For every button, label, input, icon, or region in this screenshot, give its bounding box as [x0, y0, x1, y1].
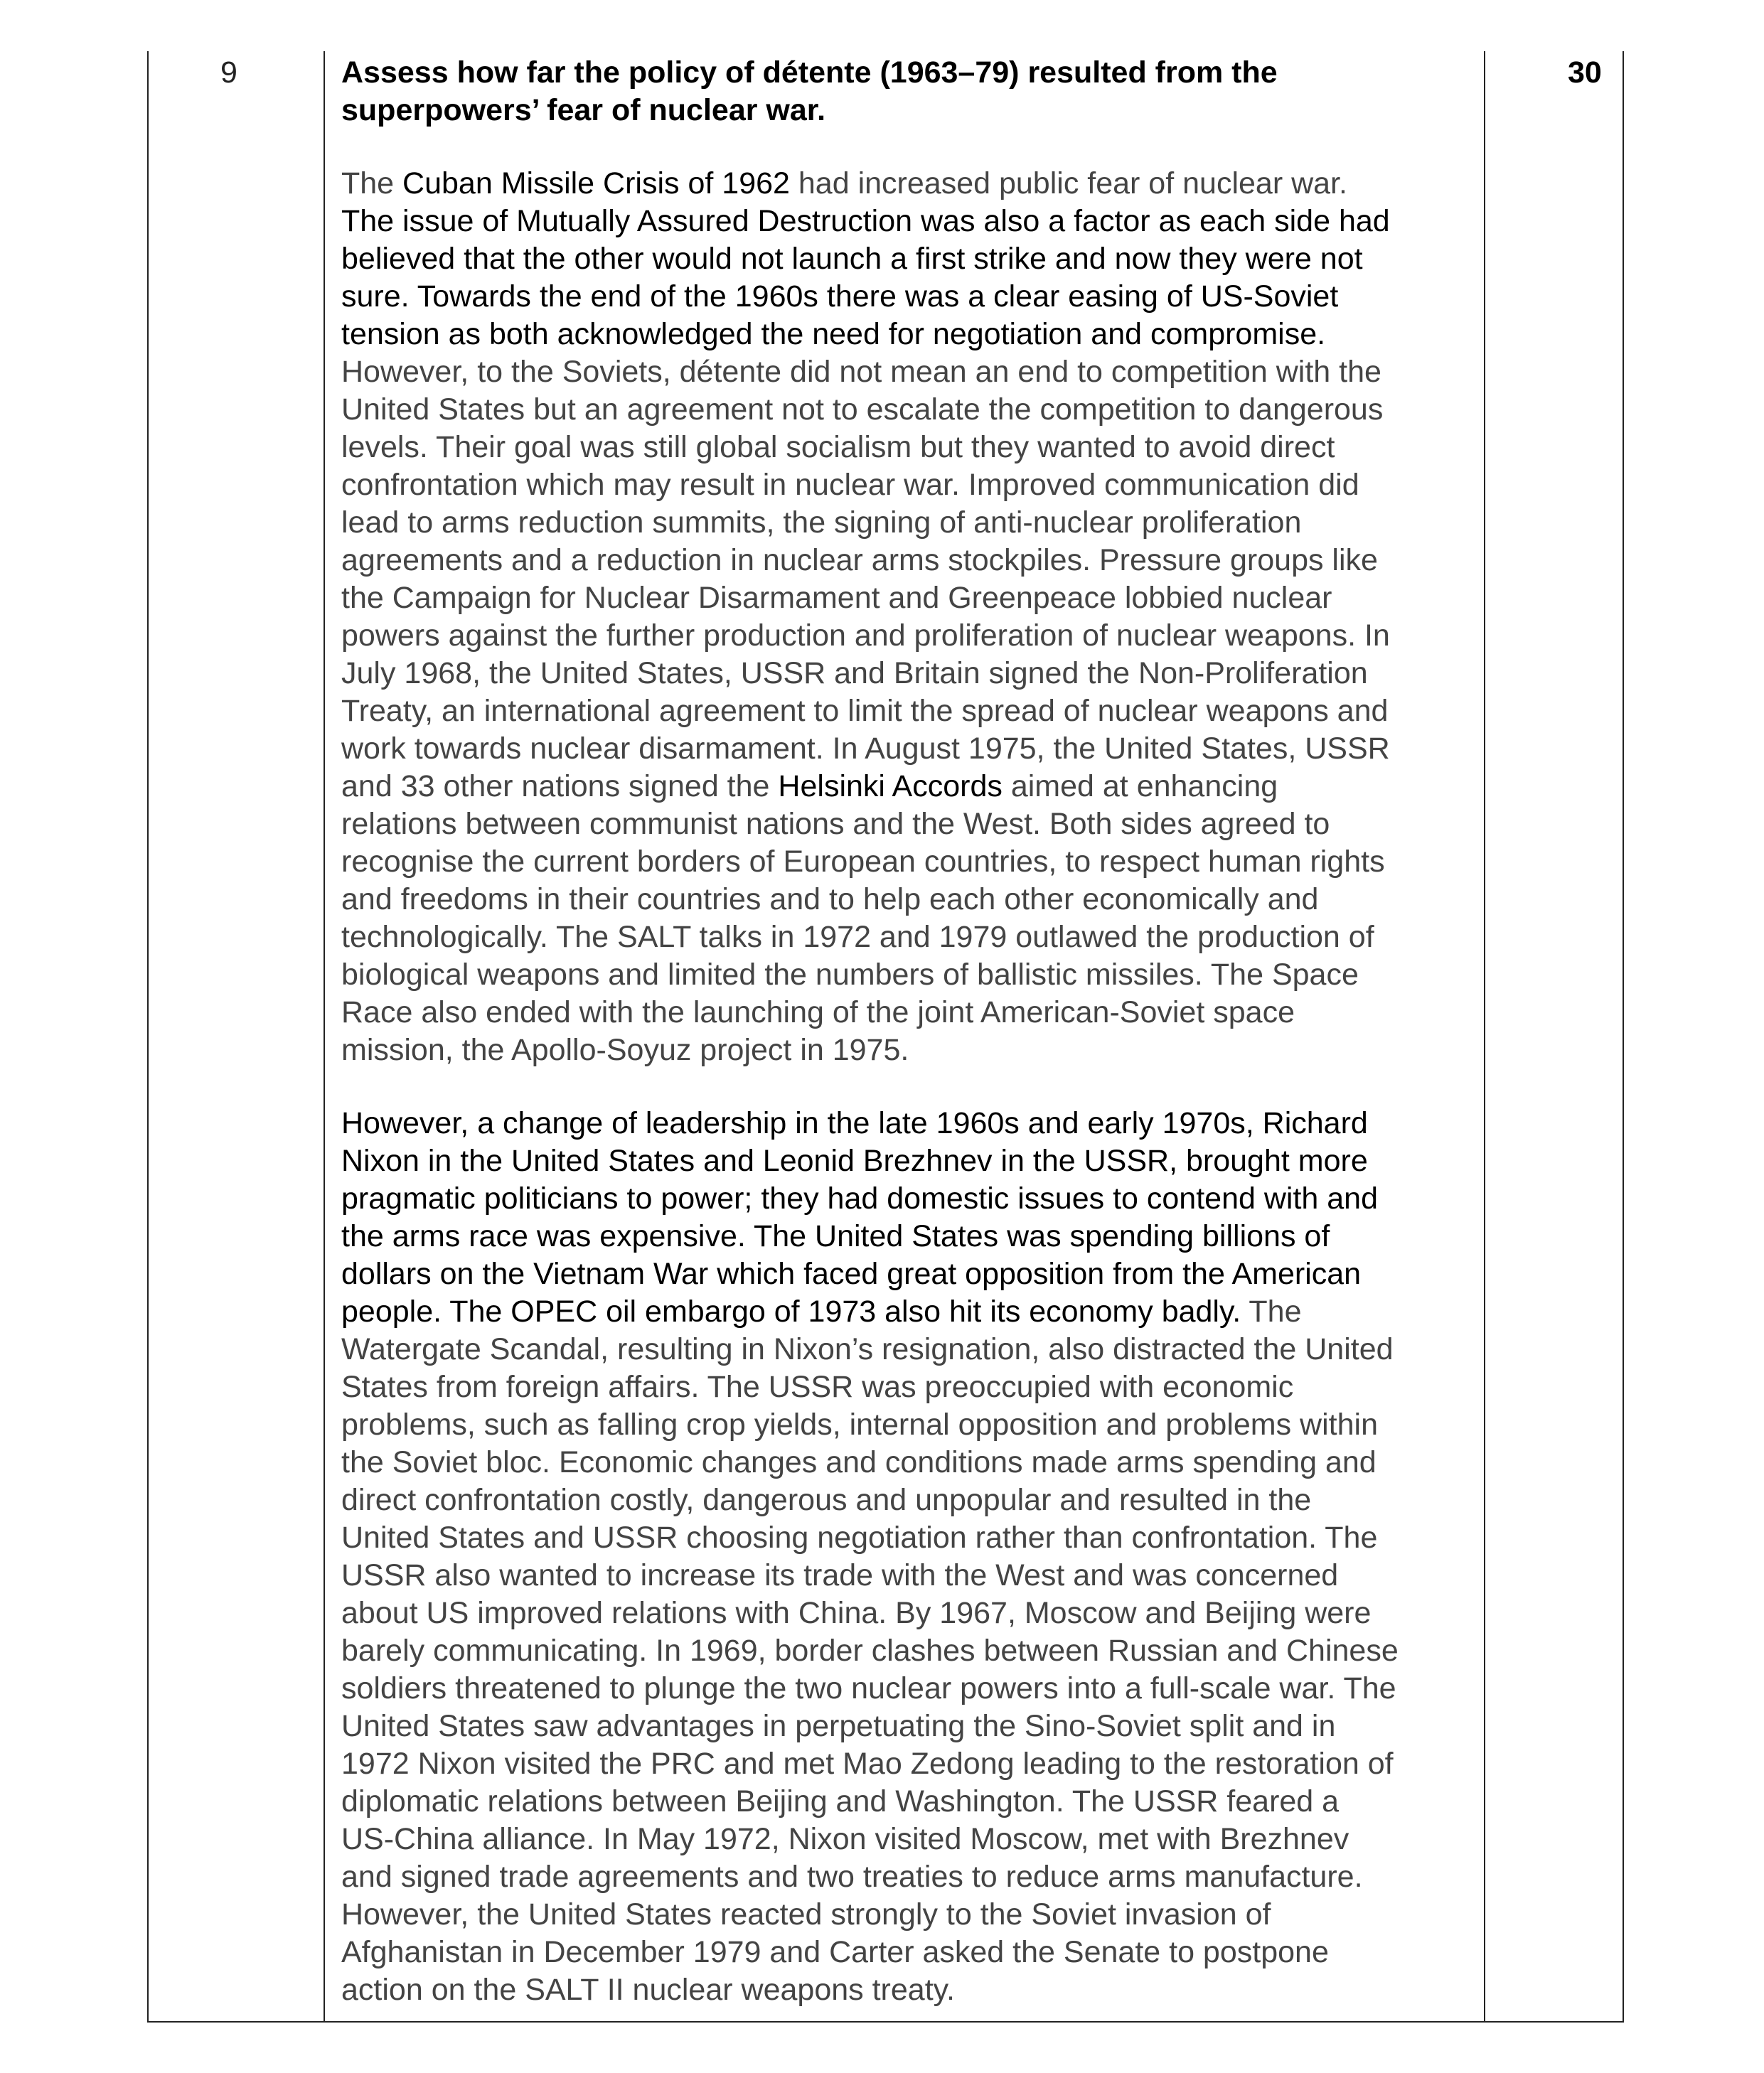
- text-line: tension as both acknowledged the need for negotiation and compromise.: [341, 317, 1326, 351]
- text-line: Afghanistan in December 1979 and Carter asked the Senate to postpone: [341, 1935, 1329, 1969]
- text-run: Helsinki Accords: [778, 769, 1003, 803]
- text-line: direct confrontation costly, dangerous and unpopular and resulted in the: [341, 1483, 1312, 1517]
- text-line: 1972 Nixon visited the PRC and met Mao Zedong leading to the restoration of: [341, 1747, 1394, 1781]
- text-line: However, a change of leadership in the late 1960s and early 1970s, Richard: [341, 1106, 1368, 1140]
- text-line: US-China alliance. In May 1972, Nixon visited Moscow, met with Brezhnev: [341, 1822, 1349, 1856]
- text-line: [341, 165, 1479, 203]
- text-line: recognise the current borders of European countries, to respect human rights: [341, 845, 1385, 879]
- text-line: biological weapons and limited the numbers of ballistic missiles. The Space: [341, 958, 1359, 992]
- question-text: [341, 54, 1479, 129]
- text-line: diplomatic relations between Beijing and Washington. The USSR feared a: [341, 1784, 1340, 1818]
- answer-cell: [341, 54, 1479, 2045]
- text-line: the Campaign for Nuclear Disarmament and Greenpeace lobbied nuclear: [341, 581, 1332, 615]
- text-line: and signed trade agreements and two treaties to reduce arms manufacture.: [341, 1860, 1363, 1894]
- text-run: people. The OPEC oil embargo of 1973 also hit its economy badly.: [341, 1295, 1241, 1329]
- text-line: USSR also wanted to increase its trade with the West and was concerned: [341, 1558, 1339, 1592]
- text-line: problems, such as falling crop yields, internal opposition and problems within: [341, 1408, 1378, 1442]
- text-run: had increased public fear of nuclear war.: [789, 166, 1347, 200]
- text-run: and 33 other nations signed the: [341, 769, 779, 803]
- answer-paragraph-1: [341, 165, 1479, 1069]
- table-border-right: [1623, 51, 1624, 2023]
- answer-paragraph-2: [341, 1105, 1479, 2009]
- text-line: and freedoms in their countries and to help each other economically and: [341, 882, 1319, 916]
- text-line: United States but an agreement not to escalate the competition to dangerous: [341, 392, 1384, 427]
- text-run: The: [341, 166, 403, 200]
- text-line: However, to the Soviets, détente did not mean an end to competition with the: [341, 355, 1381, 389]
- text-line: about US improved relations with China. By 1967, Moscow and Beijing were: [341, 1596, 1372, 1630]
- text-line: technologically. The SALT talks in 1972 and 1979 outlawed the production of: [341, 920, 1374, 954]
- text-line: the Soviet bloc. Economic changes and conditions made arms spending and: [341, 1445, 1377, 1479]
- text-line: The issue of Mutually Assured Destruction was also a factor as each side had: [341, 204, 1390, 238]
- text-line: United States saw advantages in perpetuating the Sino-Soviet split and in: [341, 1709, 1336, 1743]
- text-run: Cuban Missile Crisis of 1962: [402, 166, 790, 200]
- table-divider-marks: [1484, 51, 1485, 2023]
- text-line: Treaty, an international agreement to limit the spread of nuclear weapons and: [341, 694, 1389, 728]
- text-line: soldiers threatened to plunge the two nuclear powers into a full-scale war. The: [341, 1671, 1396, 1705]
- text-line: Nixon in the United States and Leonid Brezhnev in the USSR, brought more: [341, 1144, 1368, 1178]
- text-line: work towards nuclear disarmament. In August 1975, the United States, USSR: [341, 732, 1390, 766]
- text-line: United States and USSR choosing negotiation rather than confrontation. The: [341, 1521, 1378, 1555]
- text-line: action on the SALT II nuclear weapons treaty.: [341, 1973, 955, 2007]
- table-divider-number: [324, 51, 325, 2023]
- question-line: Assess how far the policy of détente (1963–79) resulted from the: [341, 55, 1278, 90]
- text-line: mission, the Apollo-Soyuz project in 1975.: [341, 1033, 909, 1067]
- text-line: dollars on the Vietnam War which faced great opposition from the American: [341, 1257, 1362, 1291]
- text-line: [341, 768, 1479, 805]
- text-run: aimed at enhancing: [1002, 769, 1278, 803]
- table-border-left: [147, 51, 149, 2023]
- text-line: July 1968, the United States, USSR and Britain signed the Non-Proliferation: [341, 656, 1368, 690]
- question-number: 9: [220, 55, 237, 90]
- text-line: believed that the other would not launch a first strike and now they were not: [341, 242, 1363, 276]
- question-marks: 30: [1568, 55, 1602, 90]
- text-line: [341, 1293, 1479, 1331]
- text-line: relations between communist nations and the West. Both sides agreed to: [341, 807, 1330, 841]
- text-line: agreements and a reduction in nuclear arms stockpiles. Pressure groups like: [341, 543, 1378, 577]
- text-line: Watergate Scandal, resulting in Nixon’s resignation, also distracted the United: [341, 1332, 1394, 1366]
- text-line: sure. Towards the end of the 1960s there was a clear easing of US-Soviet: [341, 279, 1339, 314]
- text-line: lead to arms reduction summits, the signing of anti-nuclear proliferation: [341, 505, 1302, 540]
- text-line: States from foreign affairs. The USSR was preoccupied with economic: [341, 1370, 1294, 1404]
- text-line: confrontation which may result in nuclear war. Improved communication did: [341, 468, 1359, 502]
- text-line: pragmatic politicians to power; they had domestic issues to contend with and: [341, 1182, 1379, 1216]
- text-run: The: [1241, 1295, 1302, 1329]
- text-line: powers against the further production and proliferation of nuclear weapons. In: [341, 618, 1390, 653]
- text-line: However, the United States reacted strongly to the Soviet invasion of: [341, 1897, 1271, 1932]
- text-line: barely communicating. In 1969, border clashes between Russian and Chinese: [341, 1634, 1399, 1668]
- text-line: the arms race was expensive. The United States was spending billions of: [341, 1219, 1330, 1253]
- text-line: Race also ended with the launching of the joint American-Soviet space: [341, 995, 1295, 1029]
- question-line: superpowers’ fear of nuclear war.: [341, 93, 826, 127]
- text-line: levels. Their goal was still global socialism but they wanted to avoid direct: [341, 430, 1335, 464]
